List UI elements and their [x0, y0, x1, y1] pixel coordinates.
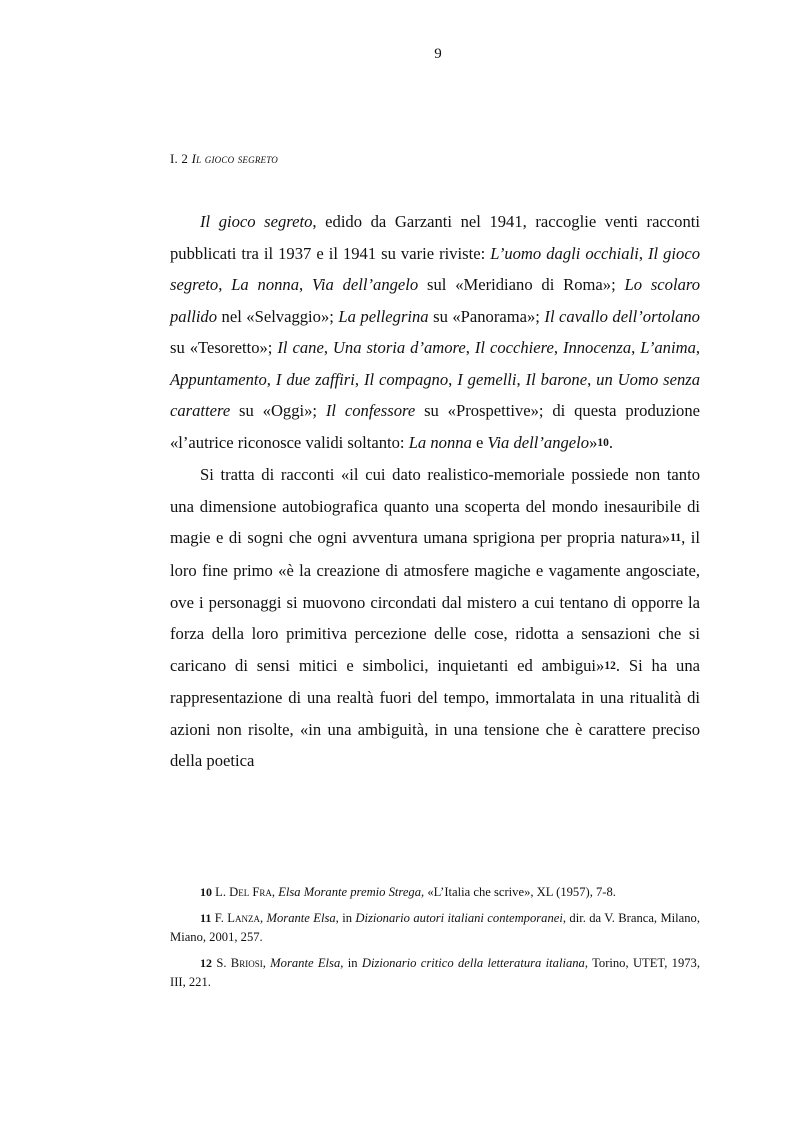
italic-title: Appuntamento [170, 369, 267, 389]
page-number: 9 [434, 46, 442, 62]
section-title: Il gioco segreto [191, 151, 278, 166]
text-run: , [465, 338, 475, 358]
text-run: sul «Meridiano di Roma»; [418, 275, 625, 295]
italic-title: Dizionario autori italiani contemporanei [355, 911, 563, 925]
footnote-number: 11 [200, 911, 212, 925]
text-run: , [553, 338, 563, 358]
text-run: , in [340, 956, 362, 970]
text-run: , [299, 275, 312, 295]
text-run: , [271, 885, 279, 899]
footnote-number: 12 [200, 956, 212, 970]
italic-title: Il confessore [325, 401, 416, 421]
text-run: su «Prospettive»; di questa produzione «l’autrice riconosce validi soltanto: [170, 401, 701, 452]
paragraph-2 [170, 459, 700, 776]
text-run: , edido da Garzanti nel 1941, raccoglie venti racconti pubblicati tra il 1937 e il 1941 su varie riviste: [170, 212, 700, 263]
italic-title: un Uomo senza carattere [170, 369, 701, 421]
text-run: , [587, 369, 597, 389]
text-run: , Torino, UTET, 1973, III, 221. [170, 956, 700, 989]
text-run: Si tratta di racconti «il cui dato realistico-memoriale possiede non tanto una dimensione autobiografica quanto una scoperta del mondo inesauribile di magie e di sogni che ogni avventura umana sprigiona per propria natura» [170, 465, 700, 548]
author-name: L. Del Fra [212, 885, 272, 899]
footnote-10 [170, 883, 700, 902]
text-run: , [218, 275, 232, 295]
section-number: I. 2 [170, 151, 189, 166]
italic-title: I gemelli [457, 369, 517, 389]
footnotes [170, 883, 700, 999]
text-run: , [695, 338, 701, 358]
text-run: , [323, 338, 333, 358]
italic-title: Morante Elsa [266, 911, 336, 925]
text-run: , [448, 369, 458, 389]
italic-title: Una storia d’amore [332, 338, 466, 358]
italic-title: Il gioco segreto [170, 243, 701, 295]
italic-title: Via dell’angelo [487, 432, 590, 452]
italic-title: La pellegrina [338, 306, 429, 326]
italic-title: I due zaffiri [275, 369, 355, 389]
text-run: , in [335, 911, 356, 925]
italic-title: Innocenza [562, 338, 632, 358]
text-run: , [631, 338, 641, 358]
paragraph-1 [170, 206, 700, 459]
text-run: , [259, 911, 267, 925]
text-run: , [638, 243, 648, 263]
text-run: . Si ha una rappresentazione di una realtà fuori del tempo, immortalata in una ritualità di azioni non risolte, «in una ambiguità, in una tensione che è carattere preciso della poetica [170, 655, 700, 771]
text-run: , [516, 369, 526, 389]
text-run: su «Oggi»; [230, 401, 326, 421]
italic-title: La nonna [408, 432, 472, 452]
italic-title: Il cane [277, 338, 324, 358]
italic-title: Il cavallo dell’ortolano [544, 306, 700, 326]
footnote-number: 10 [200, 885, 212, 899]
text-run: , dir. da V. Branca, Milano, Miano, 2001, 257. [170, 911, 701, 944]
text-run: , il loro fine primo «è la creazione di atmosfere magiche e vagamente angosciate, ove i personaggi si muovono circondati dal mistero a cui tentano di opporre la forza della loro primitiva percezione delle cose, ridotta a sensazioni che si caricano di sensi mitici e simbolici, inquietanti ed ambigui» [170, 528, 700, 675]
author-name: S. Briosi [212, 956, 263, 970]
text-run: . [608, 432, 614, 452]
text-run: , [262, 956, 271, 970]
footnote-11 [170, 909, 700, 947]
author-name: F. Lanza [211, 911, 260, 925]
text-run: , «L’Italia che scrive», XL (1957), 7-8. [421, 885, 616, 899]
italic-title: Il gioco segreto [200, 212, 313, 231]
italic-title: La nonna [231, 275, 300, 295]
text-run: su «Tesoretto»; [170, 338, 278, 358]
italic-title: L’anima [640, 338, 696, 358]
footnote-text [170, 911, 700, 944]
italic-title: L’uomo dagli occhiali [490, 243, 639, 263]
text-run: , [354, 369, 364, 389]
footnote-text [212, 885, 616, 899]
italic-title: Morante Elsa [270, 956, 341, 970]
footnote-ref: 12 [604, 659, 616, 672]
italic-title: Elsa Morante premio Strega [278, 885, 422, 899]
italic-title: Dizionario critico della letteratura italiana [361, 956, 585, 970]
footnote-ref: 11 [670, 532, 682, 545]
italic-title: Via dell’angelo [312, 275, 419, 295]
text-run: » [589, 432, 598, 452]
text-run: su «Panorama»; [428, 306, 545, 326]
italic-title: Il cocchiere [474, 338, 554, 358]
italic-title: Il barone [525, 369, 588, 389]
italic-title: Lo scolaro pallido [170, 275, 701, 326]
text-run: , [266, 369, 276, 389]
text-run: e [471, 432, 488, 452]
text-run: nel «Selvaggio»; [217, 306, 339, 326]
section-heading [170, 151, 278, 167]
body-text [170, 206, 700, 777]
footnote-12 [170, 954, 700, 992]
italic-title: Il compagno [363, 369, 449, 389]
footnote-text [170, 956, 700, 989]
footnote-ref: 10 [597, 436, 609, 449]
